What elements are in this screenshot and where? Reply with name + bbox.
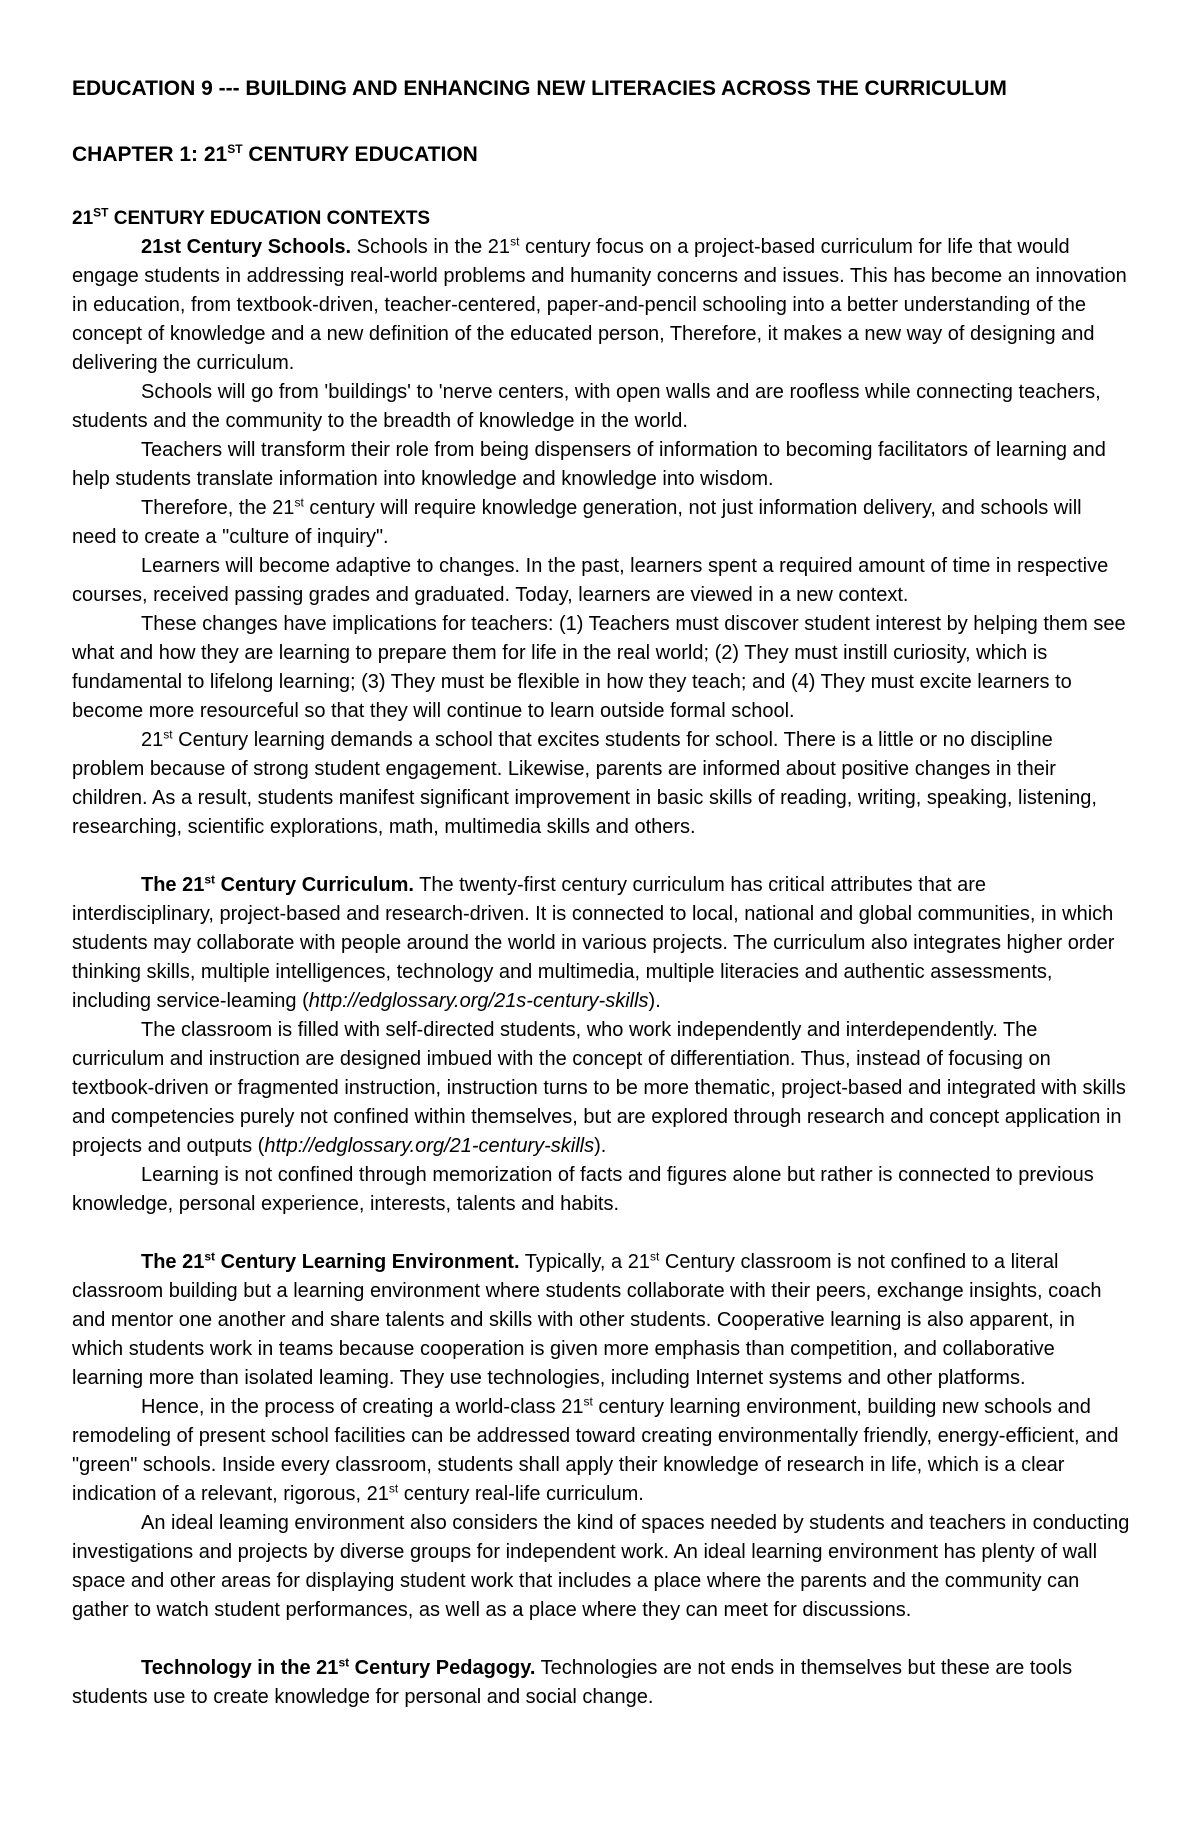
environment-p2-sup-2: st (388, 1481, 399, 1496)
curriculum-p2-url: http://edglossary.org/21-century-skills (264, 1135, 595, 1157)
environment-heading-b: Century Learning Environment. (215, 1251, 520, 1273)
schools-paragraph-3: Teachers will transform their role from being dispensers of information to becoming facilitators of learning and help students translate information into knowledge and knowledge into wisdom. (72, 439, 1106, 490)
schools-paragraph-2: Schools will go from 'buildings' to 'nerve centers, with open walls and are roofless while connecting teachers, students and the community to the breadth of knowledge in the world. (72, 381, 1101, 432)
environment-p1-sup: st (649, 1249, 660, 1264)
curriculum-p2-text-c: ). (594, 1135, 607, 1157)
schools-heading: 21st Century Schools. (141, 236, 352, 258)
technology-p1-text: Technologies are not ends in themselves but these are tools students use to create knowledge for personal and social change. (72, 1657, 1073, 1708)
environment-p2-sup: st (583, 1394, 593, 1409)
schools-p1-text-a: Schools in the 21 (351, 236, 511, 258)
section-title-prefix: 21 (72, 208, 94, 229)
environment-heading (141, 1251, 520, 1273)
schools-paragraph-6: These changes have implications for teachers: (1) Teachers must discover student interest by helping them see what and how they are learning to prepare them for life in the real world; (2) They must instill curiosity, which is fundamental to lifelong learning; (3) They must be flexible in how they teach; and (4) They must excite learners to become more resourceful so that they will continue to learn outside formal school. (72, 613, 1126, 722)
curriculum-p1-url: http://edglossary.org/21s-century-skills (308, 990, 649, 1012)
environment-p1-text-b: Century classroom is not confined to a literal classroom building but a learning environment where students collaborate with their peers, exchange insights, coach and mentor one another and share talents and skills with other students. Cooperative learning is also apparent, in which students work in teams because cooperation is given more emphasis than competition, and collaborative learning more than isolated leaming. They use technologies, including Internet systems and other platforms. (72, 1251, 1102, 1389)
document-title: EDUCATION 9 --- BUILDING AND ENHANCING NEW LITERACIES ACROSS THE CURRICULUM (72, 77, 1007, 100)
schools-paragraph-7 (72, 726, 1130, 842)
schools-p7-text-a: 21 (141, 729, 164, 751)
schools-paragraph-5: Learners will become adaptive to changes. In the past, learners spent a required amount of time in respective courses, received passing grades and graduated. Today, learners are viewed in a new context. (72, 555, 1109, 606)
environment-heading-sup: st (204, 1249, 216, 1264)
curriculum-paragraph-1 (72, 871, 1130, 1016)
section-title (72, 204, 1130, 233)
technology-heading (141, 1657, 535, 1679)
curriculum-heading-a: The 21 (141, 874, 205, 896)
schools-p4-text-a: Therefore, the 21 (141, 497, 295, 519)
environment-heading-a: The 21 (141, 1251, 205, 1273)
section-title-sup: ST (93, 205, 109, 220)
schools-p4-text-b: century will require knowledge generation, not just information delivery, and schools will need to create a "culture of inquiry". (72, 497, 1082, 548)
chapter-title-suffix: CENTURY EDUCATION (242, 143, 478, 166)
curriculum-heading-b: Century Curriculum. (215, 874, 414, 896)
curriculum-p1-text-a: The twenty-first century curriculum has critical attributes that are interdisciplinary, project-based and research-driven. It is connected to local, national and global communities, in which students may collaborate with people around the world in various projects. The curriculum also integrates higher order thinking skills, multiple intelligences, technology and multimedia, multiple literacies and authentic assessments, including service-leaming ( (72, 874, 1115, 1012)
technology-heading-a: Technology in the 21 (141, 1657, 339, 1679)
schools-p1-sup: st (510, 234, 520, 249)
environment-paragraph-2 (72, 1393, 1130, 1509)
environment-p2-text-a: Hence, in the process of creating a world-class 21 (141, 1396, 584, 1418)
curriculum-heading-sup: st (204, 872, 216, 887)
technology-heading-b: Century Pedagogy. (349, 1657, 536, 1679)
schools-p4-sup: st (294, 495, 304, 510)
curriculum-p2-text-a: The classroom is filled with self-directed students, who work independently and interdependently. The curriculum and instruction are designed imbued with the concept of differentiation. Thus, instead of focusing on textbook-driven or fragmented instruction, instruction turns to be more thematic, project-based and integrated with skills and competencies purely not confined within themselves, but are explored through research and concept application in projects and outputs ( (72, 1019, 1126, 1157)
technology-heading-sup: st (338, 1655, 350, 1670)
curriculum-p1-text-c: ). (648, 990, 661, 1012)
environment-p2-text-c: century real-life curriculum. (398, 1483, 644, 1505)
chapter-title (72, 140, 1130, 169)
environment-paragraph-3: An ideal leaming environment also considers the kind of spaces needed by students and teachers in conducting investigations and projects by diverse groups for independent work. An ideal learning environment has plenty of wall space and other areas for displaying student work that includes a place where the parents and the community can gather to watch student performances, as well as a place where they can meet for discussions. (72, 1512, 1130, 1621)
schools-p1-text-b: century focus on a project-based curriculum for life that would engage students in addressing real-world problems and humanity concerns and issues. This has become an innovation in education, from textbook-driven, teacher-centered, paper-and-pencil schooling into a better understanding of the concept of knowledge and a new definition of the educated person, Therefore, it makes a new way of designing and delivering the curriculum. (72, 236, 1127, 374)
environment-p1-text-a: Typically, a 21 (519, 1251, 650, 1273)
schools-paragraph-1 (72, 233, 1130, 378)
curriculum-paragraph-2 (72, 1016, 1130, 1161)
schools-p7-text-b: Century learning demands a school that excites students for school. There is a little or no discipline problem because of strong student engagement. Likewise, parents are informed about positive changes in their children. As a result, students manifest significant improvement in basic skills of reading, writing, speaking, listening, researching, scientific explorations, math, multimedia skills and others. (72, 729, 1097, 838)
schools-p7-sup: st (163, 727, 173, 742)
technology-paragraph-1 (72, 1654, 1130, 1712)
curriculum-heading (141, 874, 414, 896)
section-title-suffix: CENTURY EDUCATION CONTEXTS (108, 208, 431, 229)
chapter-title-sup: ST (227, 142, 243, 156)
environment-p2-text-b: century learning environment, building new schools and remodeling of present school facilities can be addressed toward creating environmentally friendly, energy-efficient, and "green" schools. Inside every classroom, students shall apply their knowledge of research in life, which is a clear indication of a relevant, rigorous, 21 (72, 1396, 1119, 1505)
chapter-title-prefix: CHAPTER 1: 21 (72, 143, 228, 166)
environment-paragraph-1 (72, 1248, 1130, 1393)
schools-paragraph-4 (72, 494, 1130, 552)
curriculum-paragraph-3: Learning is not confined through memorization of facts and figures alone but rather is connected to previous knowledge, personal experience, interests, talents and habits. (72, 1164, 1094, 1215)
